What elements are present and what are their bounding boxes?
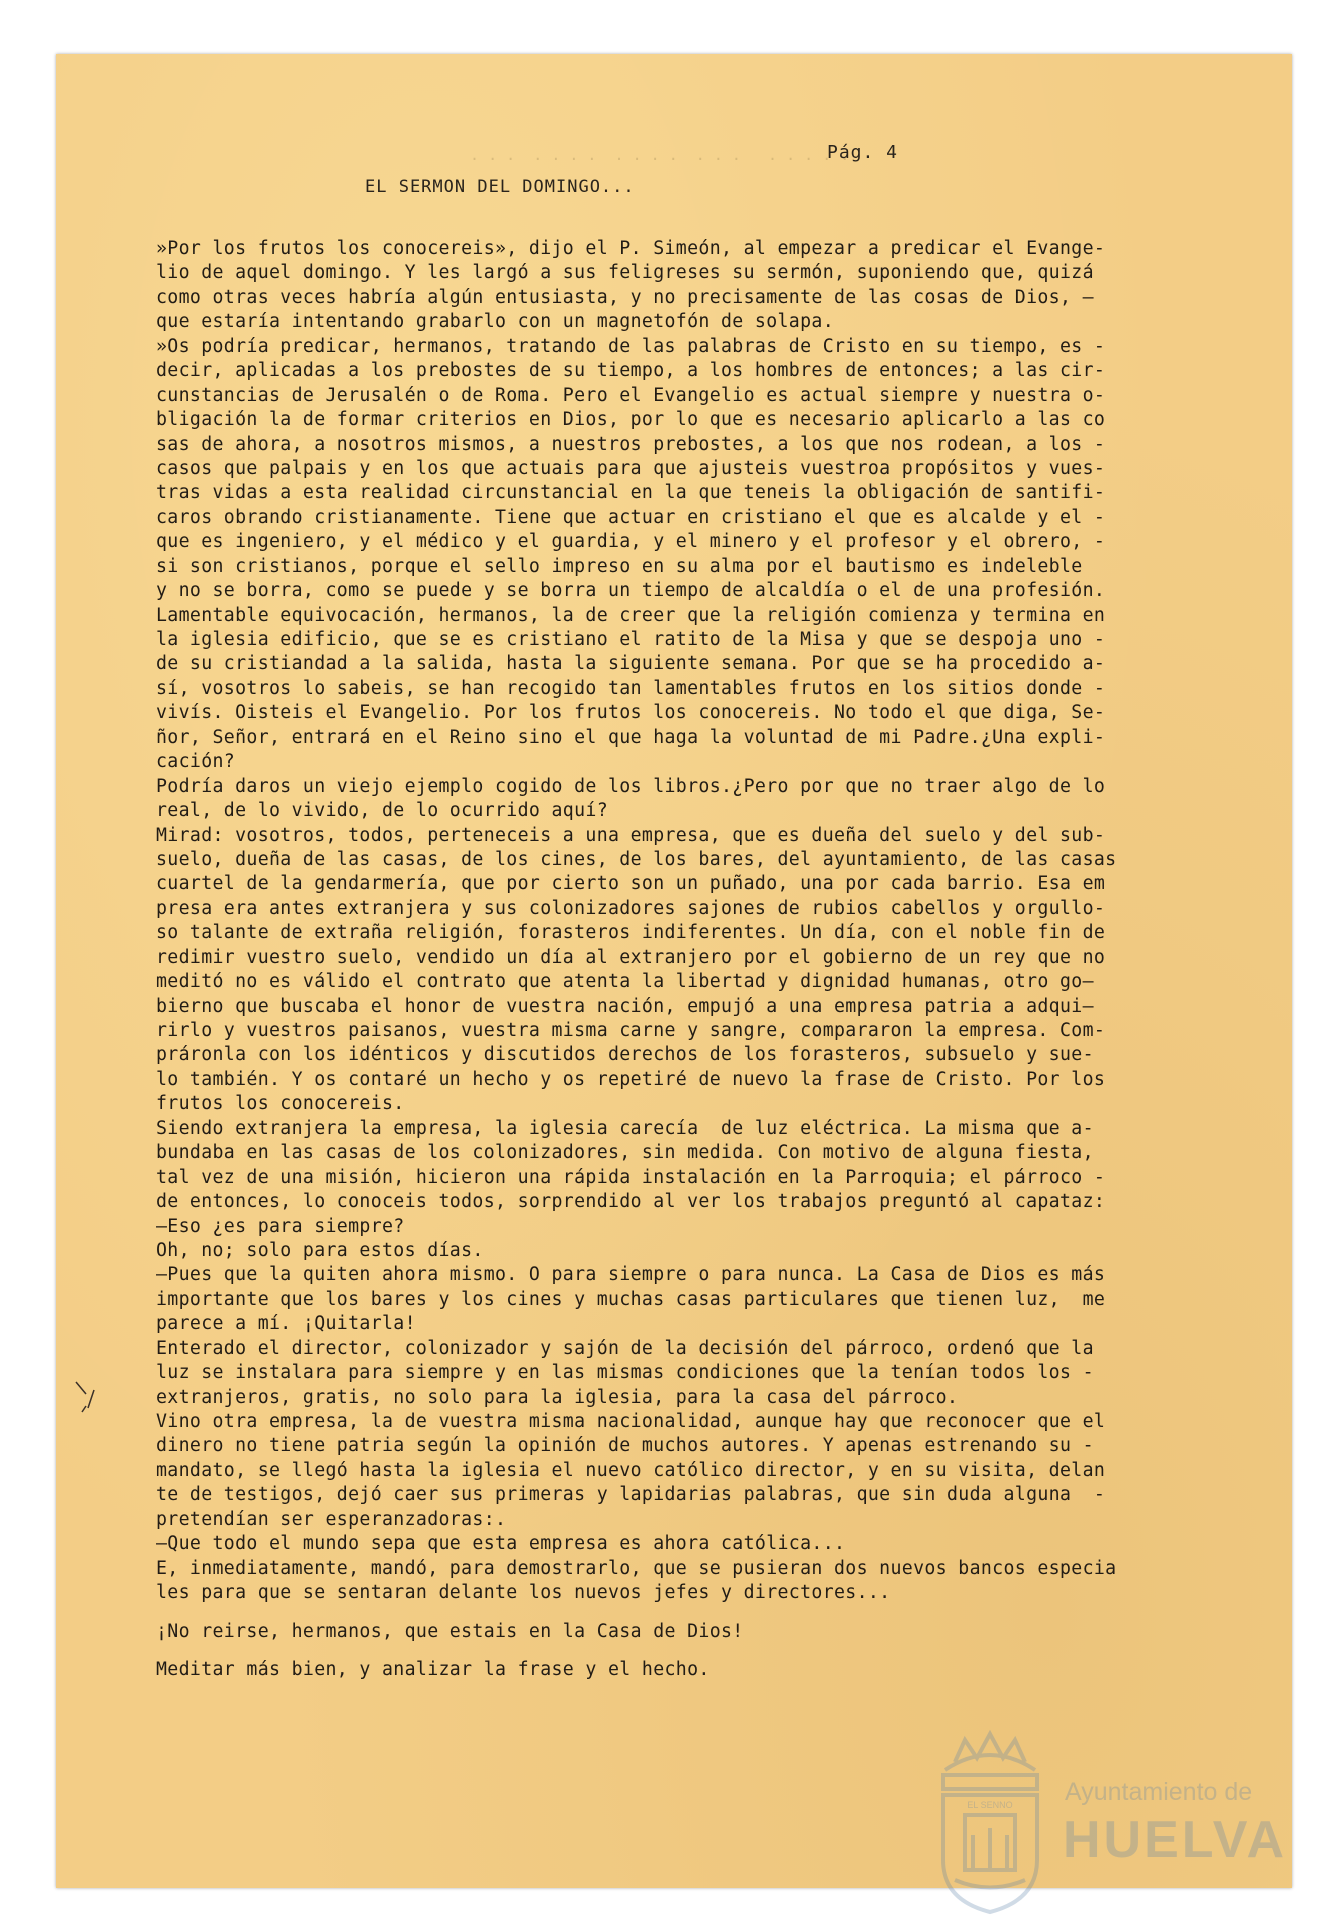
text-line: que estaría intentando grabarlo con un magnetofón de solapa. [156,311,834,333]
text-line: lio de aquel domingo. Y les largó a sus feligreses su sermón, suponiendo que, quizá [156,262,1094,284]
text-line: les para que se sentaran delante los nuevos jefes y directores... [156,1582,891,1604]
text-line: si son cristianos, porque el sello impreso en su alma por el bautismo es indeleble [156,555,1083,577]
text-line: —Pues que la quiten ahora mismo. O para siempre o para nunca. La Casa de Dios es más [156,1264,1106,1286]
text-line: te de testigos, dejó caer sus primeras y lapidarias palabras, que sin duda alguna - [156,1484,1106,1506]
text-line: lo también. Y os contaré un hecho y os repetiré de nuevo la frase de Cristo. Por los [156,1068,1106,1090]
text-line: la iglesia edificio, que se es cristiano el ratito de la Misa y que se despoja uno - [156,629,1106,650]
text-line: ñor, Señor, entrará en el Reino sino el que haga la voluntad de mi Padre.¿Una expli- [156,726,1106,748]
text-line: caros obrando cristianamente. Tiene que actuar en cristiano el que es alcalde y el - [156,506,1106,528]
text-line: so talante de extraña religión, forasteros indiferentes. Un día, con el noble fin de [156,922,1106,944]
text-line: decir, aplicadas a los prebostes de su tiempo, a los hombres de entonces; a las cir- [156,360,1106,382]
text-line: que es ingeniero, y el médico y el guardia, y el minero y el profesor y el obrero, - [156,531,1106,553]
text-line: vivís. Oisteis el Evangelio. Por los frutos los conocereis. No todo el que diga, Se- [156,702,1106,724]
text-line: extranjeros, gratis, no solo para la iglesia, para la casa del párroco. [156,1386,959,1408]
page-number: Pág. 4 [827,142,899,163]
text-line: luz se instalara para siempre y en las mismas condiciones que la tenían todos los - [156,1362,1094,1384]
document-header: EL SERMON DEL DOMINGO... [365,177,635,197]
text-line: »Por los frutos los conocereis», dijo el P. Simeón, al empezar a predicar el Evange- [156,238,1106,259]
margin-mark [72,1378,112,1418]
huelva-crest-icon [925,1720,1055,1915]
text-line: »Os podría predicar, hermanos, tratando de las palabras de Cristo en su tiempo, es - [156,335,1106,357]
text-line: tras vidas a esta realidad circunstancial en la que teneis la obligación de santifi- [156,482,1106,504]
text-line: dinero no tiene patria según la opinión de muchos autores. Y apenas estrenando su - [156,1435,1094,1457]
show-through-text: · · · · · · · · · · · · · · · · · · · [470,150,850,168]
text-line: sas de ahora, a nosotros mismos, a nuestros prebostes, a los que nos rodean, a los - [156,433,1106,455]
paragraph-gap [156,1644,1196,1658]
text-line: Lamentable equivocación, hermanos, la de creer que la religión comienza y termina en [156,604,1106,626]
watermark-line-1: Ayuntamiento de [1065,1778,1253,1806]
watermark-line-2: HUELVA [1063,1811,1288,1869]
text-line: frutos los conocereis. [156,1093,405,1115]
text-line: tal vez de una misión, hicieron una rápida instalación en la Parroquia; el párroco - [156,1166,1106,1188]
text-line: casos que palpais y en los que actuais para que ajusteis vuestroa propósitos y vues- [156,457,1106,479]
ayuntamiento-watermark [925,1720,1295,1915]
text-line: de su cristiandad a la salida, hasta la siguiente semana. Por que se ha procedido a- [156,653,1106,675]
sermon-body [156,237,1196,1682]
closing-line-2: Meditar más bien, y analizar la frase y el hecho. [156,1658,710,1680]
text-line: E, inmediatamente, mandó, para demostrarlo, que se pusieran dos nuevos bancos especia [156,1557,1117,1579]
svg-text:EL SENNO: EL SENNO [967,1800,1013,1810]
text-line: cuartel de la gendarmería, que por cierto son un puñado, una por cada barrio. Esa em [156,873,1106,895]
text-line: Enterado el director, colonizador y sajón de la decisión del párroco, ordenó que la [156,1337,1094,1359]
closing-line-1: ¡No reirse, hermanos, que estais en la Casa de Dios! [156,1620,744,1642]
text-line: como otras veces habría algún entusiasta, y no precisamente de las cosas de Dios, — [156,286,1094,308]
text-line: Oh, no; solo para estos días. [156,1239,484,1261]
text-line: bierno que buscaba el honor de vuestra nación, empujó a una empresa patria a adqui— [156,995,1094,1017]
text-line: Mirad: vosotros, todos, perteneceis a una empresa, que es dueña del suelo y del sub- [156,824,1106,846]
text-line: importante que los bares y los cines y muchas casas particulares que tienen luz, me [156,1288,1106,1310]
text-line: bundaba en las casas de los colonizadores, sin medida. Con motivo de alguna fiesta, [156,1142,1094,1164]
text-line: bligación la de formar criterios en Dios, por lo que es necesario aplicarlo a las co [156,409,1106,431]
text-line: —Que todo el mundo sepa que esta empresa es ahora católica... [156,1533,846,1555]
text-line: redimir vuestro suelo, vendido un día al extranjero por el gobierno de un rey que no [156,946,1106,968]
text-line: Podría daros un viejo ejemplo cogido de los libros.¿Pero por que no traer algo de lo [156,775,1106,797]
text-line: rirlo y vuestros paisanos, vuestra misma carne y sangre, compararon la empresa. Com- [156,1020,1106,1041]
text-line: real, de lo vivido, de lo ocurrido aquí? [156,800,608,822]
text-line: —Eso ¿es para siempre? [156,1215,405,1237]
text-line: cación? [156,751,236,773]
text-line: cunstancias de Jerusalén o de Roma. Pero el Evangelio es actual siempre y nuestra o- [156,384,1106,406]
text-line: meditó no es válido el contrato que atenta la libertad y dignidad humanas, otro go— [156,971,1094,993]
text-line: Vino otra empresa, la de vuestra misma nacionalidad, aunque hay que reconocer que el [156,1411,1106,1432]
text-line: suelo, dueña de las casas, de los cines, de los bares, del ayuntamiento, de las casas [156,848,1117,870]
text-line: Siendo extranjera la empresa, la iglesia carecía de luz eléctrica. La misma que a- [156,1117,1094,1139]
text-line: parece a mí. ¡Quitarla! [156,1313,416,1335]
text-line: pretendían ser esperanzadoras:. [156,1508,507,1530]
text-line: de entonces, lo conoceis todos, sorprendido al ver los trabajos preguntó al capataz: [156,1191,1106,1213]
text-line: práronla con los idénticos y discutidos derechos de los forasteros, subsuelo y sue- [156,1044,1094,1066]
text-line: mandato, se llegó hasta la iglesia el nuevo católico director, y en su visita, delan [156,1459,1106,1481]
text-line: sí, vosotros lo sabeis, se han recogido tan lamentables frutos en los sitios donde - [156,677,1106,699]
text-line: y no se borra, como se puede y se borra un tiempo de alcaldía o el de una profesión. [156,580,1106,602]
text-line: presa era antes extranjera y sus colonizadores sajones de rubios cabellos y orgullo- [156,897,1106,919]
paragraph-gap [156,1606,1196,1620]
